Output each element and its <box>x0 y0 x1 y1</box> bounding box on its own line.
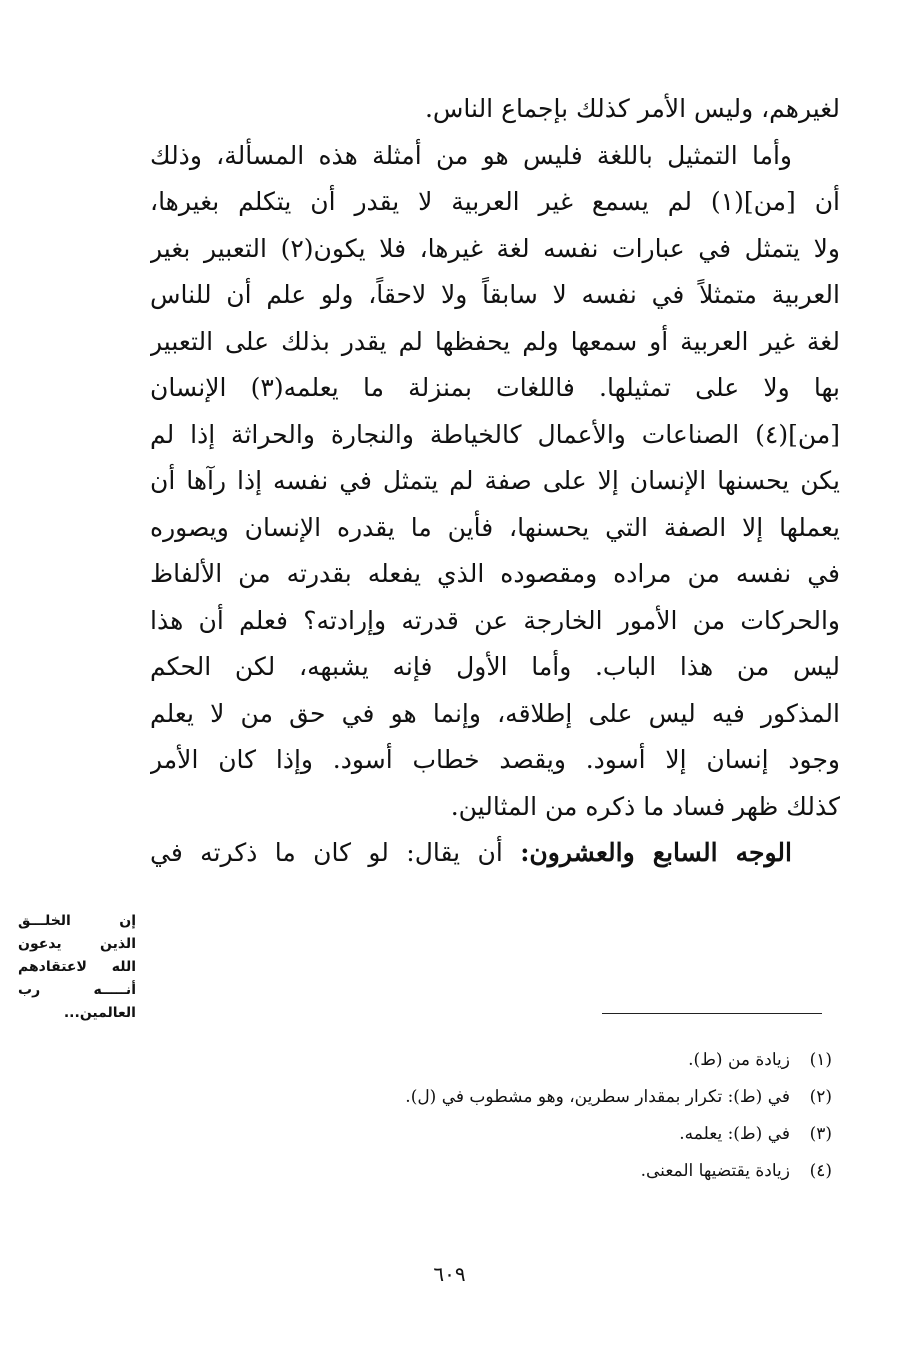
text-line: يكن يحسنها الإنسان إلا على صفة لم يتمثل في نفسه إذا رآها أن <box>150 466 840 495</box>
margin-note-line: أنـــــه رب <box>18 982 136 998</box>
text-line: ولا يتمثل في عبارات نفسه لغة غيرها، فلا يكون(٢) التعبير بغير <box>150 233 840 263</box>
footnote-item <box>300 1153 832 1190</box>
margin-note-line: العالمين... <box>63 1005 136 1021</box>
footnote-text: زيادة من (ط). <box>688 1050 790 1070</box>
text-line: أن [من](١) لم يسمع غير العربية لا يقدر أن يتكلم بغيرها، <box>150 187 840 216</box>
text-line: في نفسه من مراده ومقصوده الذي يفعله بقدرته من الألفاظ <box>150 559 840 588</box>
footnote-item <box>300 1042 832 1079</box>
footnote-text: في (ط): تكرار بمقدار سطرين، وهو مشطوب في (ل). <box>405 1087 790 1107</box>
section-heading-text: أن يقال: لو كان ما ذكرته في <box>150 838 503 867</box>
text-line: [من](٤) الصناعات والأعمال كالخياطة والنجارة والحراثة إذا لم <box>150 419 840 449</box>
margin-note-line: الذين يدعون <box>18 936 136 952</box>
margin-note-line: إن الخلـــق <box>18 913 136 929</box>
footnotes <box>300 1042 832 1190</box>
text-line: ليس من هذا الباب. وأما الأول فإنه يشبهه، لكن الحكم <box>150 652 840 681</box>
footnote-item <box>300 1079 832 1116</box>
footnote-item <box>300 1116 832 1153</box>
footnote-number: (٢) <box>809 1087 832 1107</box>
text-line: المذكور فيه ليس على إطلاقه، وإنما هو في حق من لا يعلم <box>150 698 840 728</box>
text-line: وأما التمثيل باللغة فليس هو من أمثلة هذه المسألة، وذلك <box>150 140 792 170</box>
footnote-text: في (ط): يعلمه. <box>679 1124 790 1144</box>
footnote-number: (٣) <box>809 1124 832 1144</box>
footnote-divider <box>602 1013 822 1014</box>
text-line: والحركات من الأمور الخارجة عن قدرته وإرادته؟ فعلم أن هذا <box>150 605 840 635</box>
text-line: بها ولا على تمثيلها. فاللغات بمنزلة ما يعلمه(٣) الإنسان <box>150 373 840 402</box>
text-line: يعملها إلا الصفة التي يحسنها، فأين ما يقدره الإنسان ويصوره <box>150 512 840 542</box>
footnote-number: (١) <box>809 1050 832 1070</box>
text-line: وجود إنسان إلا أسود. ويقصد خطاب أسود. وإذا كان الأمر <box>150 745 840 774</box>
section-heading-line <box>150 830 840 877</box>
text-line: العربية متمثلاً في نفسه لا سابقاً ولا لاحقاً، ولو علم أن للناس <box>150 280 840 309</box>
margin-note-line: الله لاعتقادهم <box>18 959 136 975</box>
text-line: لغة غير العربية أو سمعها ولم يحفظها لم يقدر بذلك على التعبير <box>150 326 840 356</box>
margin-note <box>18 910 136 1025</box>
text-line: لغيرهم، وليس الأمر كذلك بإجماع الناس. <box>424 94 840 123</box>
page-number: ٦٠٩ <box>433 1262 466 1286</box>
main-text <box>150 86 840 877</box>
footnote-number: (٤) <box>809 1161 832 1181</box>
section-heading-label: الوجه السابع والعشرون: <box>520 838 792 867</box>
footnote-text: زيادة يقتضيها المعنى. <box>640 1161 790 1181</box>
text-line: كذلك ظهر فساد ما ذكره من المثالين. <box>450 791 840 821</box>
